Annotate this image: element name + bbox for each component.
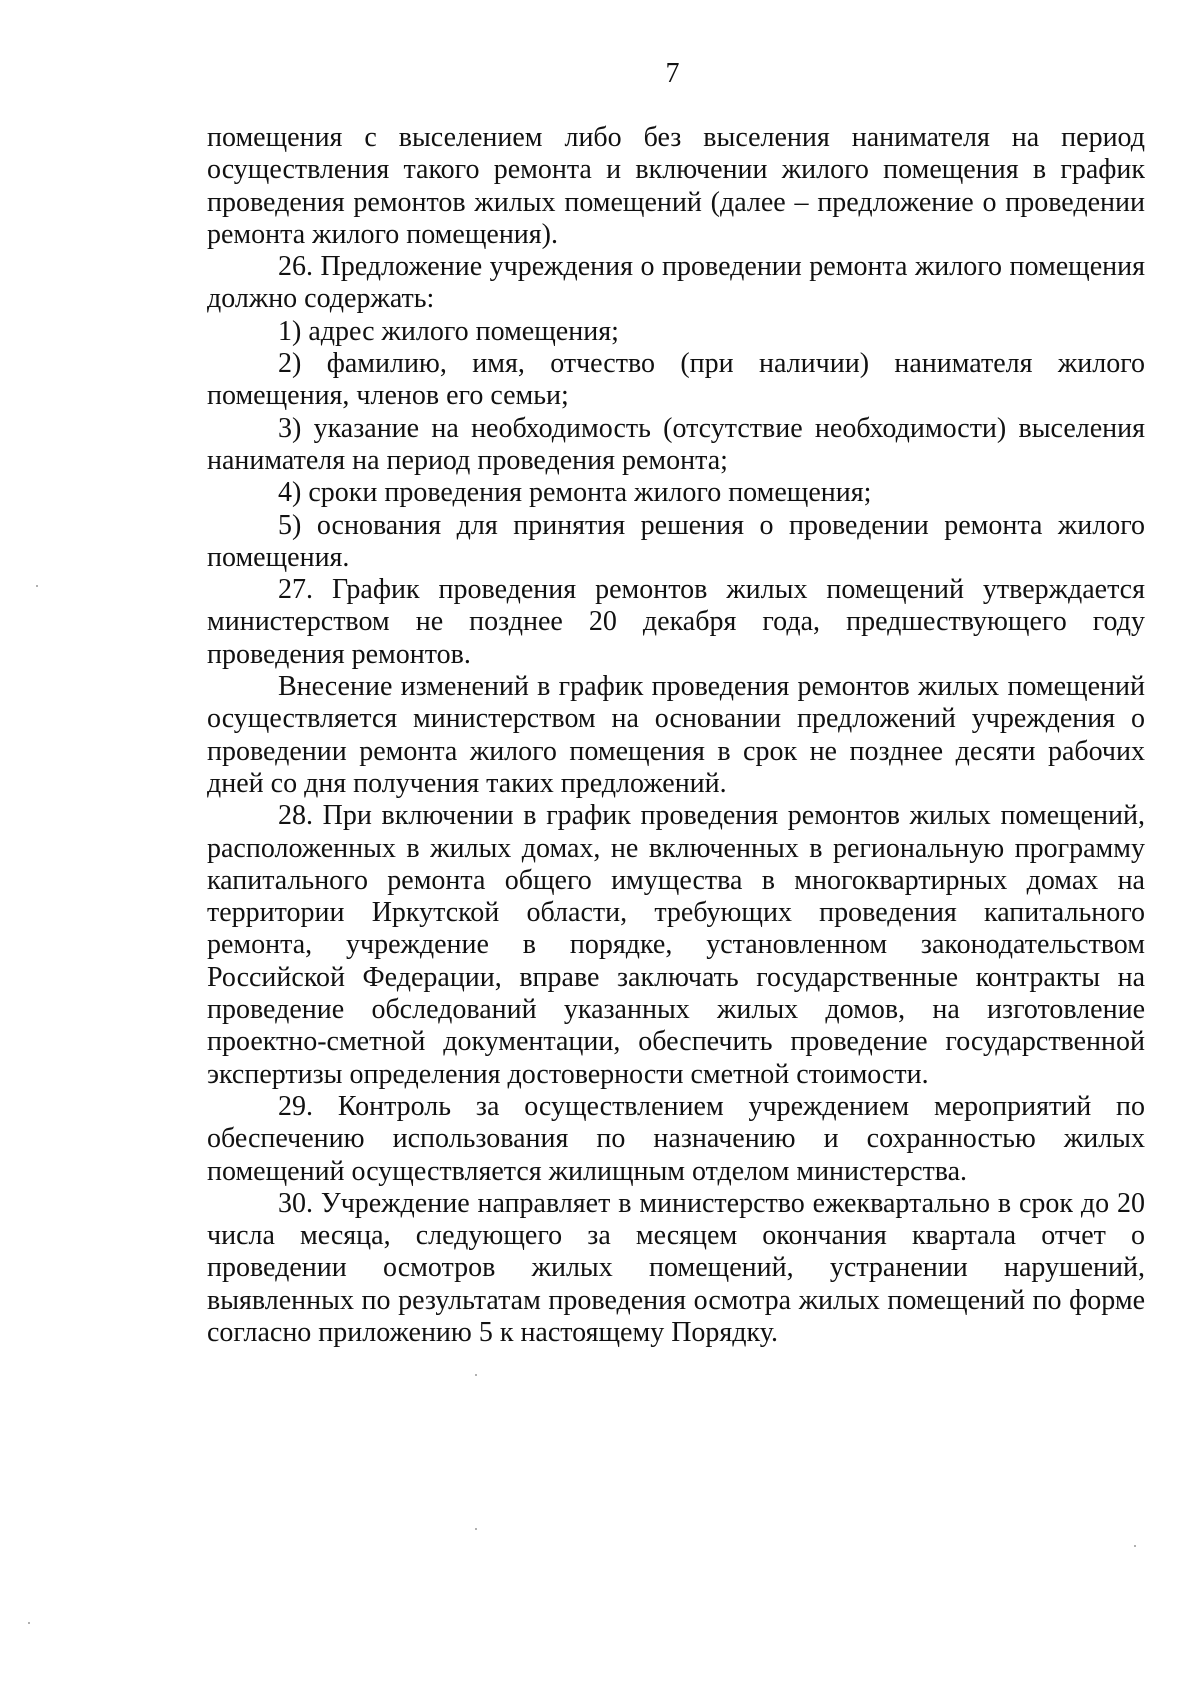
scan-speck xyxy=(475,1374,477,1376)
scan-speck xyxy=(475,1528,477,1530)
paragraph-item-29: 29. Контроль за осуществлением учреждением мероприятий по обеспечению использования по назначению и сохранностью жилых помещений осуществляется жилищным отделом министерства. xyxy=(207,1090,1145,1187)
page-number: 7 xyxy=(665,58,680,89)
list-item-3: 3) указание на необходимость (отсутствие необходимости) выселения нанимателя на период проведения ремонта; xyxy=(207,412,1145,476)
list-item-1: 1) адрес жилого помещения; xyxy=(278,315,619,347)
paragraph-item-28: 28. При включении в график проведения ремонтов жилых помещений, расположенных в жилых домах, не включенных в региональную программу капитального ремонта общего имущества в многоквартирных домах на территории Иркутской области, требующих проведения капитального ремонта, учреждение в порядке, установленном законодательством Российской Федерации, вправе заключать государственные контракты на проведение обследований указанных жилых домов, на изготовление проектно-сметной документации, обеспечить проведение государственной экспертизы определения достоверности сметной стоимости. xyxy=(207,800,1145,1090)
paragraph-item-26: 26. Предложение учреждения о проведении ремонта жилого помещения должно содержать: xyxy=(207,251,1145,315)
document-body xyxy=(207,122,1145,1349)
list-item-5: 5) основания для принятия решения о проведении ремонта жилого помещения. xyxy=(207,509,1145,573)
paragraph-item-30: 30. Учреждение направляет в министерство ежеквартально в срок до 20 числа месяца, следующего за месяцем окончания квартала отчет о проведении осмотров жилых помещений, устранении нарушений, выявленных по результатам проведения осмотра жилых помещений по форме согласно приложению 5 к настоящему Порядку. xyxy=(207,1187,1145,1348)
scan-speck xyxy=(36,585,38,587)
list-item-4: 4) сроки проведения ремонта жилого помещения; xyxy=(278,477,872,509)
list-item-2: 2) фамилию, имя, отчество (при наличии) нанимателя жилого помещения, членов его семьи; xyxy=(207,348,1145,412)
scan-speck xyxy=(1134,1545,1136,1547)
scan-speck xyxy=(28,1622,30,1624)
paragraph-item-27: 27. График проведения ремонтов жилых помещений утверждается министерством не позднее 20 декабря года, предшествующего году проведения ремонтов. xyxy=(207,574,1145,670)
paragraph-intro-continuation: помещения с выселением либо без выселения нанимателя на период осуществления такого ремонта и включении жилого помещения в график проведения ремонтов жилых помещений (далее – предложение о проведении ремонта жилого помещения). xyxy=(207,122,1145,250)
paragraph-item-27-amendments: Внесение изменений в график проведения ремонтов жилых помещений осуществляется министерством на основании предложений учреждения о проведении ремонта жилого помещения в срок не позднее десяти рабочих дней со дня получения таких предложений. xyxy=(207,671,1145,799)
